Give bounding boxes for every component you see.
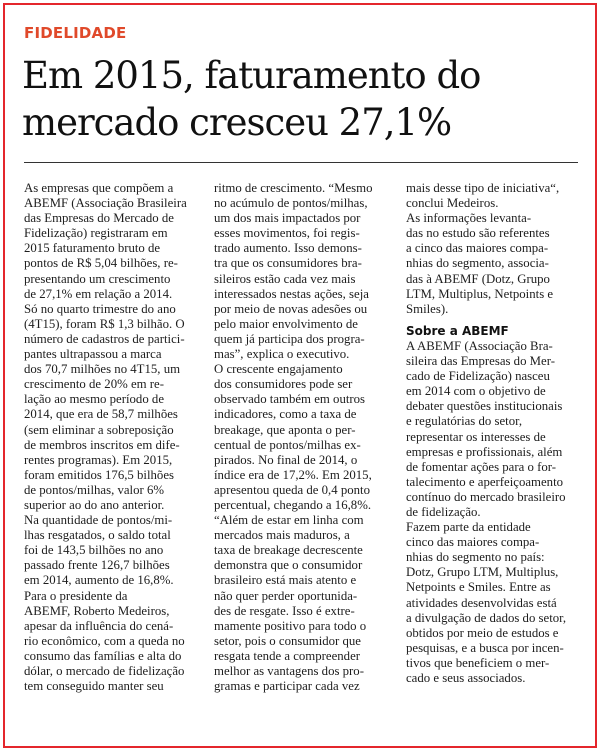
text-line: mais desse tipo de iniciativa“,: [406, 181, 560, 195]
text-line: consumo das famílias e alta do: [24, 648, 182, 663]
text-line: mamente positivo para todo o: [214, 618, 367, 633]
headline: [22, 52, 582, 146]
text-line: não quer perder oportunida-: [214, 588, 358, 603]
text-line: nhias do segmento, associa-: [406, 256, 549, 271]
text-line: representar os interesses de: [406, 429, 546, 444]
text-line: setor, pois o consumidor que: [214, 633, 361, 648]
text-line: de fidelização.: [406, 504, 481, 519]
text-line: presentando um crescimento: [24, 271, 171, 286]
text-line: das Empresas do Mercado de: [24, 211, 174, 226]
text-line: cado de Fidelização) nasceu: [406, 369, 550, 384]
section-label: FIDELIDADE: [24, 24, 127, 42]
text-line: nhias do segmento no país:: [406, 550, 545, 565]
text-line: centual de pontos/milhas ex-: [214, 437, 361, 452]
text-line: As empresas que compõem a: [24, 181, 174, 195]
text-line: cado e seus associados.: [406, 671, 526, 685]
text-line: “Além de estar em linha com: [214, 513, 364, 528]
text-line: indicadores, como a taxa de: [214, 407, 357, 422]
text-line: tra que os consumidores bra-: [214, 256, 362, 271]
text-line: Fazem parte da entidade: [406, 520, 531, 535]
text-line: número de cadastros de partici-: [24, 331, 185, 346]
text-line: As informações levanta-: [406, 211, 532, 226]
text-line: cinco das maiores compa-: [406, 535, 540, 550]
text-line: crescimento de 20% em re-: [24, 377, 164, 392]
text-line: por meio de novas adesões ou: [214, 301, 368, 316]
text-line: obtidos por meio de estudos e: [406, 625, 559, 640]
text-line: taxa de breakage decrescente: [214, 543, 363, 558]
text-line: observado também em outros: [214, 392, 366, 407]
headline-line: Em 2015, faturamento do: [22, 54, 481, 97]
text-line: atividades desenvolvidas está: [406, 595, 557, 610]
text-line: quem já participa dos progra-: [214, 331, 365, 346]
text-line: foram emitidos 176,5 bilhões: [24, 467, 174, 482]
text-line: Para o presidente da: [24, 588, 128, 603]
text-line: Smiles).: [406, 301, 449, 316]
text-line: brasileiro está mais atento e: [214, 573, 357, 588]
spacer: [406, 317, 582, 324]
text-line: debater questões institucionais: [406, 399, 563, 414]
text-line: em 2014 com o objetivo de: [406, 384, 546, 399]
text-line: dólar, o mercado de fidelização: [24, 664, 185, 678]
subheading: Sobre a ABEMF: [406, 323, 509, 338]
text-line: foi de 143,5 bilhões no ano: [24, 543, 164, 558]
text-line: apresentou queda de 0,4 ponto: [214, 482, 371, 497]
text-line: Netpoints e Smiles. Entre as: [406, 580, 551, 595]
article-column-1: [24, 181, 194, 694]
text-line: pesquisas, e a busca por incen-: [406, 640, 564, 655]
text-line: mercados mais maduros, a: [214, 528, 350, 543]
text-line: demonstra que o consumidor: [214, 558, 363, 573]
text-line: trado aumento. Isso demons-: [214, 241, 362, 256]
text-line: (4T15), foram R$ 1,3 bilhão. O: [24, 316, 185, 331]
text-line: rentes programas). Em 2015,: [24, 452, 173, 467]
headline-divider: [24, 162, 578, 163]
text-line: Fidelização) registraram em: [24, 226, 168, 241]
text-line: gramas e participar cada vez: [214, 679, 360, 694]
text-line: percentual, chegando a 16,8%.: [214, 497, 372, 512]
text-line: ritmo de crescimento. “Mesmo: [214, 181, 373, 195]
text-line: empresas e profissionais, além: [406, 444, 563, 459]
text-line: Só no quarto trimestre do ano: [24, 301, 176, 316]
text-line: pantes ultrapassou a marca: [24, 347, 162, 362]
article-column-2: [214, 181, 392, 694]
text-line: a cinco das maiores compa-: [406, 241, 549, 256]
text-line: tivos que beneficiem o mer-: [406, 655, 550, 670]
text-line: A ABEMF (Associação Bra-: [406, 338, 553, 353]
text-line: ABEMF (Associação Brasileira: [24, 196, 187, 211]
text-line: 2014, que era de 58,7 milhões: [24, 407, 178, 422]
text-line: apesar da influência do cená-: [24, 618, 174, 633]
article-column-3: [406, 181, 582, 686]
text-line: um dos mais impactados por: [214, 211, 361, 226]
text-line: pirados. No final de 2014, o: [214, 452, 358, 467]
text-line: a divulgação de dados do setor,: [406, 610, 567, 625]
text-line: mas”, explica o executivo.: [214, 347, 350, 362]
text-line: dos consumidores pode ser: [214, 377, 353, 392]
text-line: sileira das Empresas do Mer-: [406, 354, 555, 369]
text-line: interessados nestas ações, seja: [214, 286, 369, 301]
text-line: 2015 faturamento bruto de: [24, 241, 161, 256]
text-line: superior ao do ano anterior.: [24, 497, 165, 512]
text-line: rio econômico, com a queda no: [24, 633, 185, 648]
text-line: contínuo do mercado brasileiro: [406, 489, 566, 504]
text-line: de membros inscritos em dife-: [24, 437, 180, 452]
text-line: Na quantidade de pontos/mi-: [24, 513, 173, 528]
text-line: lação ao mesmo período de: [24, 392, 165, 407]
text-line: tem conseguido manter seu: [24, 679, 164, 694]
text-line: Dotz, Grupo LTM, Multiplus,: [406, 565, 559, 580]
text-line: ABEMF, Roberto Medeiros,: [24, 603, 170, 618]
text-line: lhas resgatados, o saldo total: [24, 528, 171, 543]
text-line: melhor as vantagens dos pro-: [214, 664, 364, 678]
text-line: de 27,1% em relação a 2014.: [24, 286, 173, 301]
text-line: no acúmulo de pontos/milhas,: [214, 196, 368, 211]
headline-line: mercado cresceu 27,1%: [22, 101, 452, 144]
text-line: das à ABEMF (Dotz, Grupo: [406, 271, 550, 286]
text-line: de fomentar ações para o for-: [406, 459, 557, 474]
text-line: de pontos/milhas, valor 6%: [24, 482, 165, 497]
text-line: esses movimentos, foi regis-: [214, 226, 360, 241]
text-line: (sem eliminar a sobreposição: [24, 422, 174, 437]
text-line: em 2014, aumento de 16,8%.: [24, 573, 174, 588]
text-line: sileiros estão cada vez mais: [214, 271, 356, 286]
text-line: passado frente 126,7 bilhões: [24, 558, 170, 573]
text-line: pontos de R$ 5,04 bilhões, re-: [24, 256, 178, 271]
text-line: talecimento e aperfeiçoamento: [406, 474, 564, 489]
text-line: breakage, que aponta o per-: [214, 422, 356, 437]
text-line: pelo maior envolvimento de: [214, 316, 358, 331]
text-line: LTM, Multiplus, Netpoints e: [406, 286, 554, 301]
text-line: O crescente engajamento: [214, 362, 343, 377]
text-line: dos 70,7 milhões no 4T15, um: [24, 362, 181, 377]
text-line: e regulatórias do setor,: [406, 414, 523, 429]
text-line: des de resgate. Isso é extre-: [214, 603, 355, 618]
text-line: índice era de 17,2%. Em 2015,: [214, 467, 372, 482]
text-line: conclui Medeiros.: [406, 196, 499, 211]
text-line: das no estudo são referentes: [406, 226, 550, 241]
text-line: resgata tende a compreender: [214, 648, 361, 663]
